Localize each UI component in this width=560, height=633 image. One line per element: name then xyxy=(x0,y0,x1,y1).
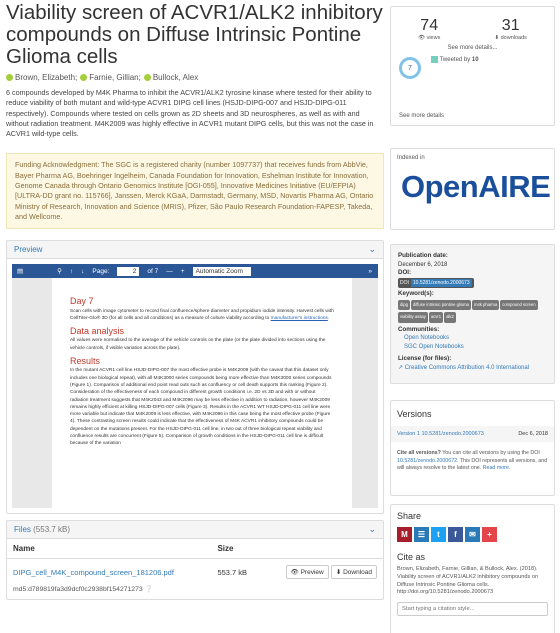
author-2[interactable]: Farnie, Gillian; xyxy=(80,73,141,82)
preview-header[interactable] xyxy=(7,241,383,259)
keyword-tag[interactable]: viability assay xyxy=(398,312,428,323)
views-count: 74 xyxy=(420,17,439,34)
external-link-icon: ↗ xyxy=(398,364,404,371)
orcid-icon xyxy=(80,74,87,81)
publication-date: December 6, 2018 xyxy=(398,261,448,268)
chevron-down-icon[interactable]: ⌄ xyxy=(368,524,376,535)
citation-style-input[interactable] xyxy=(397,602,548,616)
sidebar-toggle-icon[interactable]: ▤ xyxy=(17,268,24,276)
pdf-paragraph: Scan cells with image cytometer to record final confluence/sphere diameter and propidium iodide intensity. Harvest cells with CellTiter-Glo® 3D (for all cells and all conditions) as a measure of culture viability according to manufacturer's instructions. xyxy=(70,308,334,321)
pdf-heading-day7: Day 7 xyxy=(70,296,94,307)
author-1[interactable]: Brown, Elizabeth; xyxy=(6,73,77,82)
file-link[interactable]: DIPG_cell_M4K_compound_screen_181206.pdf xyxy=(13,567,174,577)
preview-panel xyxy=(6,240,384,514)
pdf-toolbar xyxy=(12,264,378,278)
funding-note: Funding Acknowledgment: The SGC is a registered charity (number 1097737) that receives funds from AbbVie, Bayer Pharma AG, Boehringer Ingelheim, Canada Foundation for Innovation, Eshelman Institute for Innovation, Genome Canada through Ontario Genomics Institute [OGI-055], Innovative Medicines Initiative (EU/EFPIA) [ULTRA-DD grant no. 115766], Janssen, Merck KGaA, Darmstadt, Germany, MSD, Novartis Pharma AG, Ontario Ministry of Research, Innovation and Science (MRIS), Pfizer, São Paulo Research Foundation-FAPESP, Takeda, and Wellcome. xyxy=(6,153,384,229)
plus-icon[interactable]: + xyxy=(482,527,497,542)
facebook-icon[interactable]: f xyxy=(448,527,463,542)
download-icon: ⬇ xyxy=(335,569,342,577)
cite-label: Cite as xyxy=(397,552,426,562)
pdf-heading-results: Results xyxy=(70,356,101,367)
pdf-page xyxy=(52,278,352,508)
column-header-size: Size xyxy=(211,539,260,559)
download-icon: ⬇ xyxy=(494,35,500,41)
downloads-count: 31 xyxy=(501,17,520,34)
version-date: Dec 6, 2018 xyxy=(518,431,548,437)
stats-panel: 74 👁 views 31 ⬇ downloads See more details... 7 Tweeted by 10 See more details xyxy=(390,6,555,126)
altmetric-details-link[interactable]: See more details xyxy=(399,113,445,119)
pdf-heading-data-analysis: Data analysis xyxy=(70,326,125,337)
twitter-legend-icon xyxy=(431,56,438,63)
keyword-tag[interactable]: alk2 xyxy=(444,312,456,323)
eye-icon: 👁 xyxy=(290,569,299,577)
keyword-tag[interactable]: dipg xyxy=(398,300,410,311)
pdf-paragraph: In the mutant ACVR1 cell line HSJD-DIPG-007 the most effective probe is M4K2009 (with the caveat that this dataset only includes one biological repeat), with all M4K3000 series compounds being more effective than M4K3000 series compounds (Figure 1). Comparison of additional end point read outs such as confluency or cell death supports this ranking (Figure 2). Consideration of the effectiveness of each compound in different growth conditions i.e. 2D vs 3D and with or without radiation treatment suggests that M4K2043 and M4K2096 may be less effective in addition to radiation, however M4K2009 remains highly efficient at killing HSJD-DIPG-007 cells (Figure 3). Results in the ACVR1 WT HSJD-DIPG-011 cell line were more variable but indicate that M4K2009 is less effective, with M4K2096 in this case being the most effective probe (Figure 4). These contrasting screen results could indicate that the effectiveness of M4K ACVR1 inhibitory compounds could be dependent on the mutations present. For the HSJD-DIPG-011 cell line, in two out of three biological repeat viability and confluence results are concurrent (Figure 5). Comparison of growth conditions in the HSJD-DIPG-011 cell line is difficult because of the variation xyxy=(70,368,332,447)
share-cite-panel xyxy=(390,504,555,633)
files-table xyxy=(7,539,383,585)
twitter-icon[interactable]: t xyxy=(431,527,446,542)
page-input[interactable]: 2 xyxy=(117,267,139,276)
pdf-paragraph: All values were normalised to the average of the vehicle controls on the plate (or the plate divided into sections using the vehicle controls, if visible variation across the plate). xyxy=(70,338,326,351)
publication-info: Publication date: December 6, 2018 DOI: DOI 10.5281/zenodo.2000673 Keyword(s): dipg diffuse intrinsic pontine glioma m4k pharma compound screenviability assay acvr1 alk2 Communities: Open Notebooks SGC Open Notebooks License (for files): ↗ Creative Commons Attribution 4.0 International xyxy=(390,244,555,384)
author-3[interactable]: Bullock, Alex xyxy=(144,73,198,82)
downloads-stat: 31 ⬇ downloads xyxy=(494,17,527,41)
preview-label: Preview xyxy=(14,245,43,255)
share-label: Share xyxy=(397,511,422,521)
page-label: Page: xyxy=(92,267,110,275)
email-icon[interactable]: ✉ xyxy=(465,527,480,542)
keyword-tag[interactable]: acvr1 xyxy=(429,312,443,323)
arrow-down-icon[interactable]: ↓ xyxy=(81,267,85,275)
keyword-tag[interactable]: diffuse intrinsic pontine glioma xyxy=(411,300,471,311)
abstract: 6 compounds developed by M4K Pharma to inhibit the ACVR1/ALK2 tyrosine kinase where tested for their ability to reduce viability of both mutant and wild-type ACVR1 DIPG cell lines (HSJD-DIPG-007 and HSJD-DIPG-011 respectively). Compounds where tested on cells grown as 2D sheets and 3D neurospheres, as well as with and without radiation treatment. M4K2009 was highly effective in ACVR1 mutant DIPG cells, but this was not the case in ACVR1 wild-type cells. xyxy=(6,88,374,139)
zoom-select[interactable]: Automatic Zoom xyxy=(193,267,251,276)
files-label: Files xyxy=(14,525,31,535)
community-link[interactable]: Open Notebooks xyxy=(404,335,450,341)
orcid-icon xyxy=(144,74,151,81)
arrow-up-icon[interactable]: ↑ xyxy=(69,267,74,275)
versions-panel xyxy=(390,400,555,496)
file-size: 553.7 kB xyxy=(217,567,248,577)
page-total: of 7 xyxy=(147,267,159,275)
openaire-logo[interactable]: OpenAIRE xyxy=(401,169,551,204)
list-icon[interactable]: ☰ xyxy=(414,527,429,542)
author-list xyxy=(6,73,384,82)
zoom-out-button[interactable]: — xyxy=(166,267,173,275)
indexed-label: Indexed in xyxy=(397,155,425,161)
help-icon[interactable]: ❔ xyxy=(144,586,153,594)
column-header-name: Name xyxy=(7,539,211,559)
eye-icon: 👁 xyxy=(418,35,426,41)
chevron-down-icon[interactable]: ⌄ xyxy=(368,244,376,255)
doi-badge[interactable]: DOI 10.5281/zenodo.2000673 xyxy=(398,278,474,289)
altmetric-badge[interactable]: 7 xyxy=(399,57,421,79)
files-header[interactable] xyxy=(7,521,383,539)
citation-text: Brown, Elizabeth, Farnie, Gillian, & Bullock, Alex. (2018). Viability screen of ACVR1/ALK2 inhibitory compounds on Diffuse Intrinsic Pontine Glioma cells. http://doi.org/10.5281/zenodo.2000673 xyxy=(397,566,539,596)
more-tools-icon[interactable]: » xyxy=(368,267,372,275)
community-link[interactable]: SGC Open Notebooks xyxy=(404,343,464,350)
main-column xyxy=(6,0,384,600)
pdf-viewer[interactable] xyxy=(12,278,378,508)
mendeley-icon[interactable]: M xyxy=(397,527,412,542)
versions-label: Versions xyxy=(397,409,432,419)
files-panel xyxy=(6,520,384,600)
keyword-tag[interactable]: m4k pharma xyxy=(472,300,499,311)
keyword-tag[interactable]: compound screen xyxy=(500,300,537,311)
views-stat: 74 👁 views xyxy=(418,17,441,41)
see-more-stats-link[interactable]: See more details... xyxy=(447,45,498,51)
preview-button[interactable]: 👁 Preview xyxy=(286,565,329,579)
zoom-in-button[interactable]: + xyxy=(180,267,185,275)
indexed-panel xyxy=(390,148,555,230)
share-buttons xyxy=(397,527,548,542)
download-button[interactable]: ⬇ Download xyxy=(331,565,377,579)
license-link[interactable]: ↗ Creative Commons Attribution 4.0 International xyxy=(398,364,530,371)
record-title: Viability screen of ACVR1/ALK2 inhibitory compounds on Diffuse Intrinsic Pontine Glioma cells xyxy=(6,1,383,68)
orcid-icon xyxy=(6,74,13,81)
read-more-link[interactable]: Read more. xyxy=(482,465,511,471)
table-row xyxy=(7,559,383,586)
keyword-list xyxy=(398,299,547,324)
files-size-total: (553.7 kB) xyxy=(33,525,71,535)
cite-all-versions: Cite all versions? You can cite all versions by using the DOI 10.5281/zenodo.2000672. This DOI represents all versions, and will always resolve to the latest one. Read more. xyxy=(397,450,548,471)
pdf-link[interactable]: manufacturer's instructions xyxy=(270,315,328,321)
sidebar xyxy=(390,6,555,633)
version-link[interactable]: Version 1 10.5281/zenodo.2000673 xyxy=(397,431,484,437)
file-checksum: md5:d789819fa3d9dcf0c2938bf154271273 ❔ xyxy=(13,586,153,594)
search-icon[interactable]: ⚲ xyxy=(57,268,62,276)
